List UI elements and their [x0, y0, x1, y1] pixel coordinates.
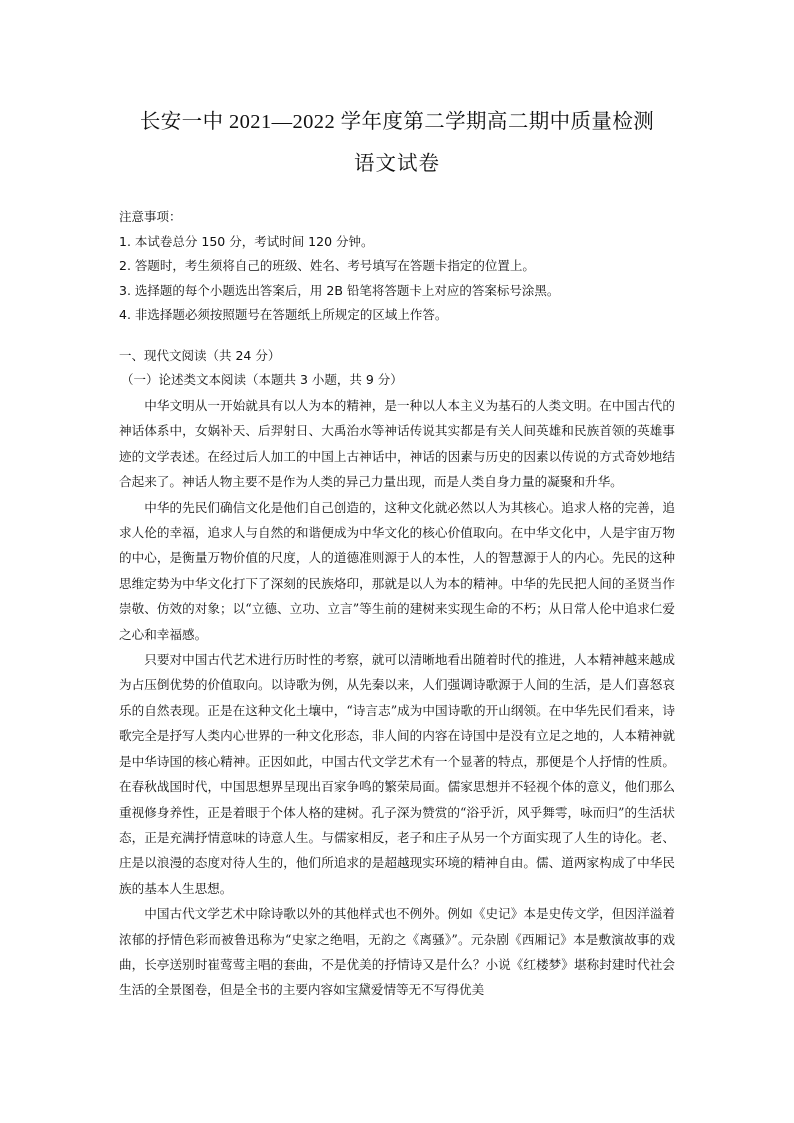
exam-subtitle: 语文试卷	[354, 153, 440, 175]
article-paragraph: 中华的先民们确信文化是他们自己创造的，这种文化就必然以人为其核心。追求人格的完善，追求人伦的幸福，追求人与自然的和谐便成为中华文化的核心价值取向。在中华文化中，人是宇宙万物的中心，是衡量万物价值的尺度，人的道德准则源于人的本性，人的智慧源于人的内心。先民的这种思维定势为中华文化打下了深刻的民族烙印，那就是以人为本的精神。中华的先民把人间的圣贤当作崇敬、仿效的对象；以“立德、立功、立言”等生前的建树来实现生命的不朽；从日常人伦中追求仁爱之心和幸福感。	[119, 499, 675, 642]
article-paragraph: 只要对中国古代艺术进行历时性的考察，就可以清晰地看出随着时代的推进，人本精神越来越成为占压倒优势的价值取向。以诗歌为例，从先秦以来，人们强调诗歌源于人间的生活，是人们喜怒哀乐的自然表现。正是在这种文化土壤中，“诗言志”成为中国诗歌的开山纲领。在中华先民们看来，诗歌完全是抒写人类内心世界的一种文化形态，非人间的内容在诗国中是没有立足之地的，人本精神就是中华诗国的核心精神。正因如此，中国古代文学艺术有一个显著的特点，那便是个人抒情的性质。在春秋战国时代，中国思想界呈现出百家争鸣的繁荣局面。儒家思想并不轻视个体的意义，他们那么重视修身养性，正是着眼于个体人格的建树。孔子深为赞赏的“浴乎沂，风乎舞雩，咏而归”的生活状态，正是充满抒情意味的诗意人生。与儒家相反，老子和庄子从另一个方面实现了人生的诗化。老、庄是以浪漫的态度对待人生的，他们所追求的是超越现实环境的精神自由。儒、道两家构成了中华民族的基本人生思想。	[119, 652, 675, 896]
notes-item: 1. 本试卷总分 150 分，考试时间 120 分钟。	[119, 233, 374, 249]
exam-title: 长安一中 2021—2022 学年度第二学期高二期中质量检测	[139, 111, 655, 133]
article-paragraph: 中华文明从一开始就具有以人为本的精神，是一种以人本主义为基石的人类文明。在中国古代的神话体系中，女娲补天、后羿射日、大禹治水等神话传说其实都是有关人间英雄和民族首领的英雄事迹的文学表述。在经过后人加工的中国上古神话中，神话的因素与历史的因素以传说的方式奇妙地结合起来了。神话人物主要不是作为人类的异己力量出现，而是人类自身力量的凝聚和升华。	[119, 398, 675, 490]
notes-item: 2. 答题时，考生须将自己的班级、姓名、考号填写在答题卡指定的位置上。	[119, 258, 535, 273]
article-body	[119, 393, 675, 1003]
subsection-heading: （一）论述类文本阅读（本题共 3 小题，共 9 分）	[121, 372, 403, 387]
notes-item: 4. 非选择题必须按照题号在答题纸上所规定的区域上作答。	[119, 307, 448, 322]
notes-block	[119, 205, 679, 328]
article-paragraph: 中国古代文学艺术中除诗歌以外的其他样式也不例外。例如《史记》本是史传文学，但因洋溢着浓郁的抒情色彩而被鲁迅称为“史家之绝唱，无韵之《离骚》”。元杂剧《西厢记》本是敷演故事的戏曲，长亭送别时崔莺莺主唱的套曲，不是优美的抒情诗又是什么？小说《红楼梦》堪称封建时代社会生活的全景图卷，但是全书的主要内容如宝黛爱情等无不写得优美	[119, 906, 675, 998]
notes-item: 3. 选择题的每个小题选出答案后，用 2B 铅笔将答题卡上对应的答案标号涂黑。	[119, 282, 560, 298]
section-heading: 一、现代文阅读（共 24 分）	[119, 348, 281, 363]
notes-heading: 注意事项：	[119, 209, 182, 224]
